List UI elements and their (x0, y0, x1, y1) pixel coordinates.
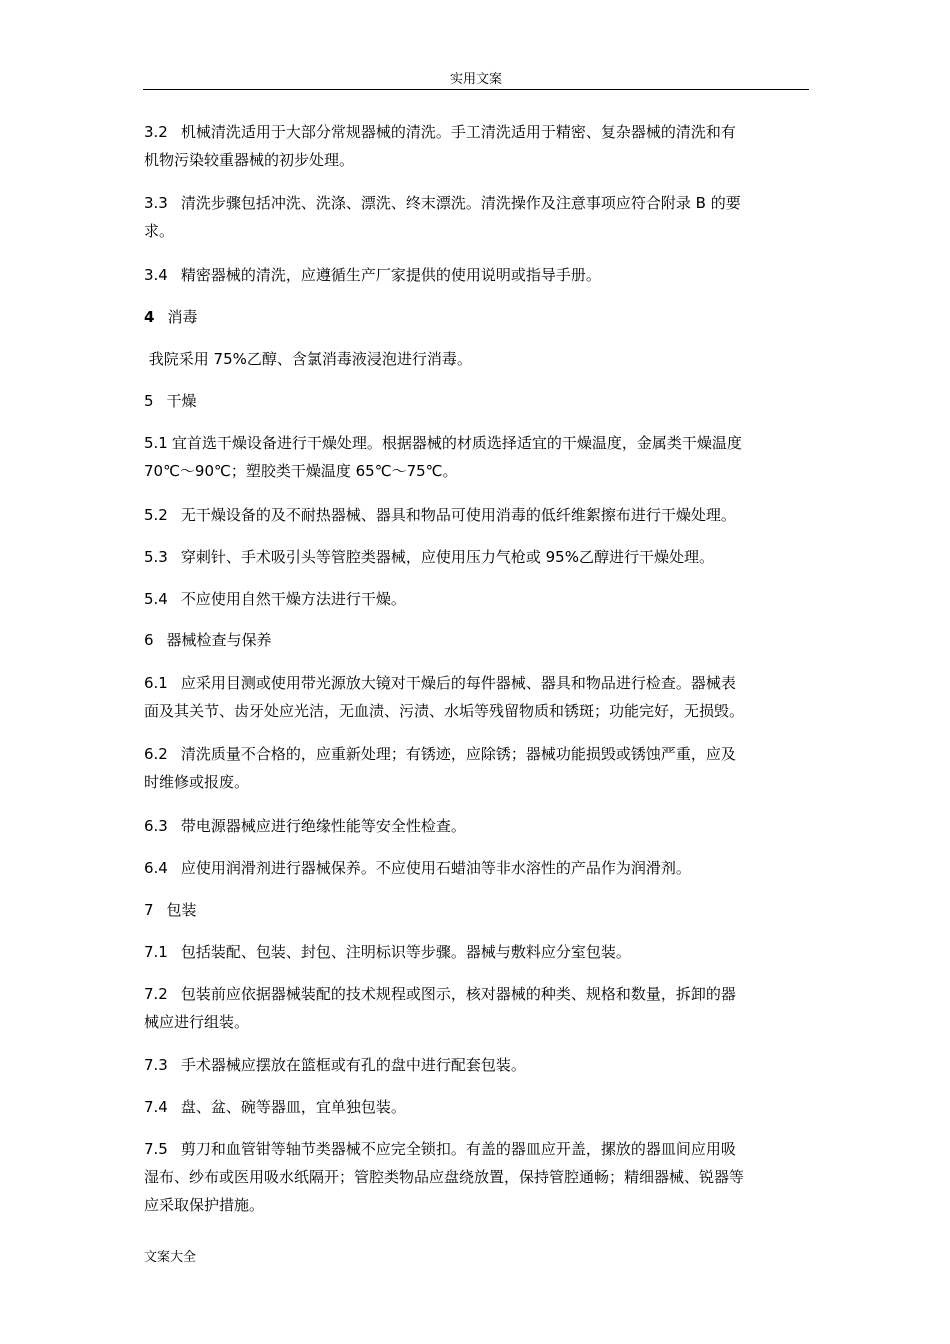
section-number: 4 (144, 308, 155, 326)
section-number: 7.5 (144, 1140, 168, 1158)
paragraph-5-2 (144, 501, 810, 529)
paragraph-line: 应采用目测或使用带光源放大镜对干燥后的每件器械、器具和物品进行检查。器械表 (180, 674, 736, 692)
paragraph-line: 面及其关节、齿牙处应光洁，无血渍、污渍、水垢等残留物质和锈斑；功能完好，无损毁。 (144, 702, 745, 720)
paragraph-7-1 (144, 938, 810, 966)
paragraph-line: 湿布、纱布或医用吸水纸隔开；管腔类物品应盘绕放置，保持管腔通畅；精细器械、锐器等 (144, 1168, 745, 1186)
section-number: 6.4 (144, 859, 168, 877)
section-number: 6.1 (144, 674, 168, 692)
section-heading-7 (144, 896, 810, 924)
paragraph-5-1 (144, 429, 810, 485)
paragraph-line: 应使用润滑剂进行器械保养。不应使用石蜡油等非水溶性的产品作为润滑剂。 (180, 859, 691, 877)
section-title: 干燥 (166, 392, 197, 410)
paragraph-disinfection (144, 345, 810, 373)
paragraph-line: 盘、盆、碗等器皿，宜单独包装。 (180, 1098, 406, 1116)
section-number: 3.2 (144, 123, 168, 141)
paragraph-7-4 (144, 1093, 810, 1121)
paragraph-line: 无干燥设备的及不耐热器械、器具和物品可使用消毒的低纤维絮擦布进行干燥处理。 (180, 506, 736, 524)
paragraph-line: 带电源器械应进行绝缘性能等安全性检查。 (180, 817, 466, 835)
paragraph-line: 机械清洗适用于大部分常规器械的清洗。手工清洗适用于精密、复杂器械的清洗和有 (180, 123, 736, 141)
section-heading-5 (144, 387, 810, 415)
section-number: 7.1 (144, 943, 168, 961)
paragraph-line: 手术器械应摆放在篮框或有孔的盘中进行配套包装。 (180, 1056, 526, 1074)
section-number: 3.3 (144, 194, 168, 212)
section-number: 5.4 (144, 590, 168, 608)
section-heading-4 (144, 303, 810, 331)
paragraph-7-2 (144, 980, 810, 1036)
paragraph-7-5 (144, 1135, 810, 1219)
paragraph-line: 宜首选干燥设备进行干燥处理。根据器械的材质选择适宜的干燥温度，金属类干燥温度 (171, 434, 742, 452)
section-number: 7 (144, 901, 154, 919)
section-number: 6.3 (144, 817, 168, 835)
section-number: 6.2 (144, 745, 168, 763)
paragraph-line: 包括装配、包装、封包、注明标识等步骤。器械与敷料应分室包装。 (180, 943, 631, 961)
paragraph-line: 我院采用 75%乙醇、含氯消毒液浸泡进行消毒。 (144, 350, 472, 368)
paragraph-3-3 (144, 189, 810, 245)
section-title: 包装 (166, 901, 197, 919)
section-number: 7.4 (144, 1098, 168, 1116)
section-title: 器械检查与保养 (166, 631, 272, 649)
paragraph-line: 清洗步骤包括冲洗、洗涤、漂洗、终末漂洗。清洗操作及注意事项应符合附录 B 的要 (180, 194, 741, 212)
section-number: 6 (144, 631, 154, 649)
page-header: 实用文案 (449, 72, 502, 87)
paragraph-5-4 (144, 585, 810, 613)
paragraph-line: 不应使用自然干燥方法进行干燥。 (180, 590, 406, 608)
paragraph-6-4 (144, 854, 810, 882)
paragraph-3-2 (144, 118, 810, 174)
paragraph-line: 精密器械的清洗，应遵循生产厂家提供的使用说明或指导手册。 (180, 266, 601, 284)
paragraph-5-3 (144, 543, 810, 571)
paragraph-3-4 (144, 261, 810, 289)
paragraph-6-2 (144, 740, 810, 796)
paragraph-6-1 (144, 669, 810, 725)
paragraph-7-3 (144, 1051, 810, 1079)
paragraph-line: 70℃～90℃；塑胶类干燥温度 65℃～75℃。 (144, 462, 458, 480)
paragraph-line: 穿刺针、手术吸引头等管腔类器械，应使用压力气枪或 95%乙醇进行干燥处理。 (180, 548, 714, 566)
paragraph-line: 清洗质量不合格的，应重新处理；有锈迹，应除锈；器械功能损毁或锈蚀严重，应及 (180, 745, 736, 763)
header-rule (143, 89, 809, 90)
section-number: 7.2 (144, 985, 168, 1003)
page-footer: 文案大全 (144, 1250, 197, 1265)
paragraph-line: 应采取保护措施。 (144, 1196, 265, 1214)
paragraph-6-3 (144, 812, 810, 840)
paragraph-line: 剪刀和血管钳等轴节类器械不应完全锁扣。有盖的器皿应开盖，摞放的器皿间应用吸 (180, 1140, 736, 1158)
section-title: 消毒 (167, 308, 198, 326)
paragraph-line: 机物污染较重器械的初步处理。 (144, 151, 355, 169)
section-number: 3.4 (144, 266, 168, 284)
section-number: 5.3 (144, 548, 168, 566)
paragraph-line: 包装前应依据器械装配的技术规程或图示，核对器械的种类、规格和数量，拆卸的器 (180, 985, 736, 1003)
paragraph-line: 时维修或报废。 (144, 773, 250, 791)
section-number: 5 (144, 392, 154, 410)
paragraph-line: 械应进行组装。 (144, 1013, 250, 1031)
section-heading-6 (144, 626, 810, 654)
paragraph-line: 求。 (144, 222, 175, 240)
section-number: 5.1 (144, 434, 168, 452)
section-number: 5.2 (144, 506, 168, 524)
section-number: 7.3 (144, 1056, 168, 1074)
